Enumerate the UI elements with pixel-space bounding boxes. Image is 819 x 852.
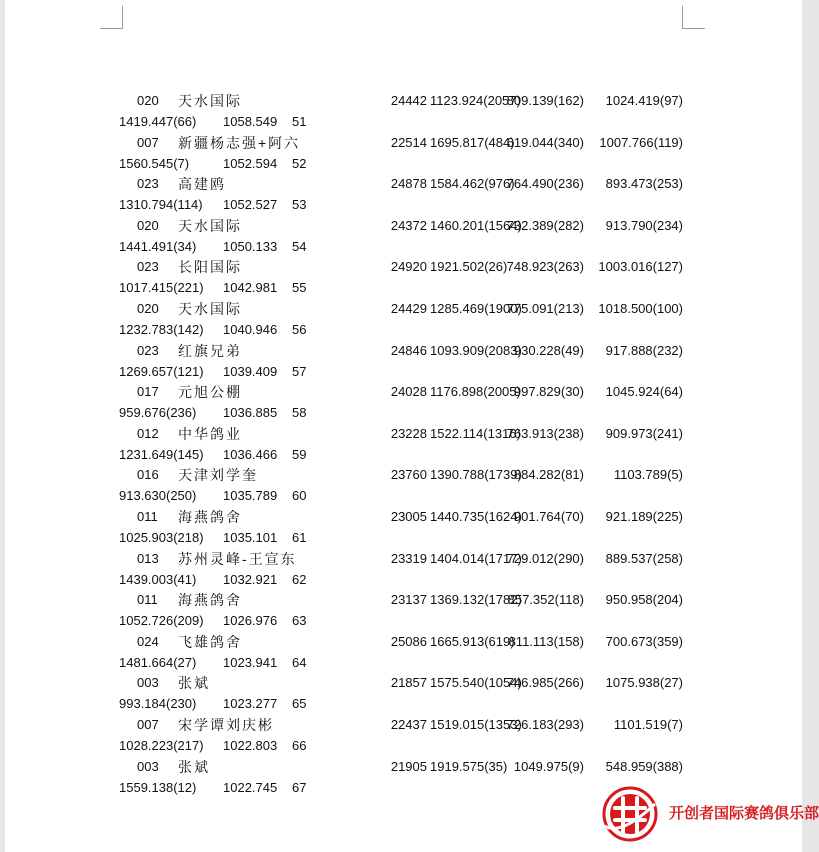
speed-rank-3: 921.189(225) [605, 509, 683, 524]
speed-rank-1: 1919.575(35) [430, 758, 508, 774]
total-score: 1039.409 [223, 363, 278, 379]
crop-mark-top-right [682, 6, 705, 29]
result-record [5, 216, 802, 258]
total-score: 1035.101 [223, 530, 278, 545]
speed-rank-4: 993.184(230) [119, 696, 197, 712]
speed-rank-1: 1695.817(484) [430, 134, 515, 150]
record-line-2 [5, 195, 802, 215]
speed-rank-2: 884.282(81) [513, 467, 584, 483]
speed-rank-3: 913.790(234) [605, 217, 683, 233]
total-score: 1022.745 [223, 779, 278, 795]
final-rank: 66 [292, 738, 307, 753]
final-rank: 67 [292, 779, 307, 795]
final-rank: 52 [292, 155, 307, 171]
speed-rank-4: 1481.664(27) [119, 654, 197, 670]
record-line-2 [5, 112, 802, 132]
loft-name: 海燕鸽舍 [178, 509, 242, 525]
final-rank: 65 [292, 696, 307, 712]
record-line-2 [5, 570, 802, 590]
distance-value: 24878 [390, 176, 427, 192]
speed-rank-4: 1441.491(34) [119, 238, 197, 254]
club-code: 020 [137, 217, 159, 233]
total-score: 1026.976 [223, 613, 278, 629]
speed-rank-2: 764.490(236) [506, 176, 584, 192]
speed-rank-4: 1028.223(217) [119, 738, 204, 753]
speed-rank-4: 1439.003(41) [119, 571, 197, 587]
record-line-1 [5, 133, 802, 153]
club-code: 023 [137, 342, 159, 358]
speed-rank-2: 775.091(213) [506, 301, 584, 316]
final-rank: 63 [292, 613, 307, 629]
speed-rank-2: 726.183(293) [506, 717, 584, 732]
result-record [5, 91, 802, 133]
club-code: 011 [137, 592, 158, 608]
speed-rank-2: 748.923(263) [506, 259, 584, 275]
speed-rank-3: 1103.789(5) [613, 467, 683, 483]
result-record [5, 424, 802, 466]
total-score: 1023.941 [223, 654, 278, 670]
speed-rank-1: 1390.788(1739) [430, 467, 522, 483]
final-rank: 57 [292, 363, 307, 379]
loft-name: 天津刘学奎 [178, 467, 258, 484]
total-score: 1052.594 [223, 155, 278, 171]
speed-rank-1: 1123.924(2057) [430, 93, 521, 108]
club-code: 023 [137, 176, 159, 192]
result-record [5, 299, 802, 341]
speed-rank-1: 1575.540(1054) [430, 675, 522, 691]
final-rank: 56 [292, 322, 307, 337]
record-line-1 [5, 341, 802, 361]
final-rank: 51 [292, 114, 307, 129]
speed-rank-1: 1460.201(1564) [430, 217, 522, 233]
loft-name: 长阳国际 [178, 259, 242, 276]
record-line-2 [5, 154, 802, 174]
speed-rank-1: 1519.015(1353) [430, 717, 522, 732]
speed-rank-3: 1075.938(27) [605, 675, 683, 691]
club-code: 007 [137, 717, 159, 732]
distance-value: 22514 [390, 134, 427, 150]
total-score: 1052.527 [223, 197, 278, 213]
result-record [5, 174, 802, 216]
loft-name: 新疆杨志强+阿六 [178, 134, 301, 151]
distance-value: 21857 [390, 675, 427, 691]
speed-rank-1: 1584.462(976) [430, 176, 515, 192]
club-name: 开创者国际赛鸽俱乐部 [669, 804, 819, 822]
speed-rank-2: 729.012(290) [506, 550, 584, 566]
distance-value: 23005 [390, 509, 427, 524]
loft-name: 元旭公棚 [178, 384, 242, 401]
record-line-1 [5, 507, 802, 527]
speed-rank-3: 917.888(232) [605, 342, 683, 358]
record-line-1 [5, 424, 802, 444]
distance-value: 21905 [390, 758, 427, 774]
total-score: 1040.946 [223, 322, 278, 337]
distance-value: 23228 [390, 425, 427, 441]
distance-value: 23137 [390, 592, 427, 608]
speed-rank-4: 1017.415(221) [119, 280, 204, 296]
record-line-2 [5, 694, 802, 714]
loft-name: 红旗兄弟 [178, 342, 242, 359]
record-line-2 [5, 362, 802, 382]
total-score: 1023.277 [223, 696, 278, 712]
loft-name: 天水国际 [178, 93, 242, 109]
speed-rank-1: 1176.898(2005) [430, 384, 521, 400]
result-record [5, 507, 802, 549]
loft-name: 苏州灵峰-王宣东 [178, 550, 297, 567]
crop-mark-top-left [100, 6, 123, 29]
total-score: 1036.885 [223, 405, 278, 421]
club-code: 017 [137, 384, 159, 400]
distance-value: 24442 [390, 93, 427, 108]
record-line-2 [5, 736, 802, 756]
speed-rank-2: 857.352(118) [507, 592, 584, 608]
speed-rank-1: 1093.909(2083) [430, 342, 522, 358]
record-line-1 [5, 715, 802, 735]
loft-name: 高建鸥 [178, 176, 226, 193]
total-score: 1036.466 [223, 446, 278, 462]
speed-rank-2: 930.228(49) [513, 342, 584, 358]
total-score: 1042.981 [223, 280, 278, 296]
record-line-2 [5, 403, 802, 423]
record-line-1 [5, 549, 802, 569]
result-record [5, 382, 802, 424]
loft-name: 天水国际 [178, 301, 242, 317]
club-code: 020 [137, 93, 159, 108]
loft-name: 宋学谭刘庆彬 [178, 717, 274, 733]
record-line-2 [5, 445, 802, 465]
speed-rank-4: 1269.657(121) [119, 363, 204, 379]
speed-rank-2: 732.389(282) [506, 217, 584, 233]
record-line-1 [5, 757, 802, 777]
speed-rank-3: 889.537(258) [605, 550, 683, 566]
speed-rank-4: 1025.903(218) [119, 530, 204, 545]
distance-value: 22437 [390, 717, 427, 732]
record-line-2 [5, 528, 802, 548]
result-record [5, 257, 802, 299]
result-record [5, 590, 802, 632]
speed-rank-4: 1559.138(12) [119, 779, 197, 795]
total-score: 1058.549 [223, 114, 278, 129]
record-line-1 [5, 465, 802, 485]
speed-rank-2: 619.044(340) [506, 134, 584, 150]
speed-rank-3: 548.959(388) [605, 758, 683, 774]
distance-value: 24372 [390, 217, 427, 233]
record-line-1 [5, 216, 802, 236]
club-code: 007 [137, 134, 159, 150]
club-logo-icon [601, 786, 659, 842]
club-watermark [601, 786, 819, 842]
speed-rank-3: 1003.016(127) [598, 259, 683, 275]
loft-name: 天水国际 [178, 217, 242, 234]
result-record [5, 632, 802, 674]
distance-value: 24429 [390, 301, 427, 316]
speed-rank-2: 997.829(30) [513, 384, 584, 400]
document-page [5, 0, 819, 852]
distance-value: 23760 [390, 467, 427, 483]
result-record [5, 465, 802, 507]
final-rank: 55 [292, 280, 307, 296]
distance-value: 24028 [390, 384, 427, 400]
speed-rank-4: 1560.545(7) [119, 155, 190, 171]
final-rank: 59 [292, 446, 307, 462]
club-code: 016 [137, 467, 159, 483]
speed-rank-3: 1024.419(97) [605, 93, 683, 108]
loft-name: 张斌 [178, 675, 210, 692]
result-record [5, 549, 802, 591]
speed-rank-4: 1419.447(66) [119, 114, 197, 129]
speed-rank-3: 1101.519(7) [613, 717, 683, 732]
total-score: 1032.921 [223, 571, 278, 587]
club-code: 003 [137, 675, 159, 691]
result-record [5, 715, 802, 757]
speed-rank-2: 763.913(238) [506, 425, 584, 441]
total-score: 1022.803 [223, 738, 278, 753]
speed-rank-4: 1052.726(209) [119, 613, 204, 629]
record-line-2 [5, 653, 802, 673]
club-code: 011 [137, 509, 158, 524]
speed-rank-3: 909.973(241) [605, 425, 683, 441]
final-rank: 61 [292, 530, 307, 545]
speed-rank-3: 893.473(253) [605, 176, 683, 192]
speed-rank-2: 811.113(158) [508, 633, 584, 649]
speed-rank-1: 1404.014(1717) [430, 550, 522, 566]
speed-rank-1: 1369.132(1782) [430, 592, 522, 608]
speed-rank-1: 1921.502(26) [430, 259, 508, 275]
record-line-2 [5, 320, 802, 340]
speed-rank-3: 950.958(204) [605, 592, 683, 608]
final-rank: 58 [292, 405, 307, 421]
record-line-1 [5, 91, 802, 111]
speed-rank-4: 1310.794(114) [119, 197, 203, 213]
record-line-1 [5, 299, 802, 319]
record-line-1 [5, 257, 802, 277]
distance-value: 23319 [390, 550, 427, 566]
club-code: 024 [137, 633, 159, 649]
record-line-1 [5, 382, 802, 402]
loft-name: 海燕鸽舍 [178, 592, 242, 609]
club-code: 013 [137, 550, 159, 566]
speed-rank-1: 1440.735(1624) [430, 509, 522, 524]
speed-rank-4: 959.676(236) [119, 405, 197, 421]
speed-rank-2: 1049.975(9) [513, 758, 584, 774]
speed-rank-1: 1665.913(619) [430, 633, 515, 649]
speed-rank-4: 1232.783(142) [119, 322, 204, 337]
final-rank: 62 [292, 571, 307, 587]
record-line-1 [5, 632, 802, 652]
final-rank: 53 [292, 197, 307, 213]
speed-rank-3: 700.673(359) [605, 633, 683, 649]
speed-rank-4: 1231.649(145) [119, 446, 204, 462]
result-record [5, 133, 802, 175]
record-line-2 [5, 237, 802, 257]
club-code: 023 [137, 259, 159, 275]
final-rank: 60 [292, 488, 307, 504]
record-line-2 [5, 611, 802, 631]
speed-rank-1: 1285.469(1900) [430, 301, 522, 316]
total-score: 1035.789 [223, 488, 278, 504]
result-record [5, 673, 802, 715]
club-code: 003 [137, 758, 159, 774]
loft-name: 中华鸽业 [178, 425, 242, 442]
record-line-2 [5, 486, 802, 506]
speed-rank-2: 746.985(266) [506, 675, 584, 691]
club-code: 012 [137, 425, 159, 441]
club-code: 020 [137, 301, 159, 316]
speed-rank-2: 901.764(70) [513, 509, 584, 524]
speed-rank-4: 913.630(250) [119, 488, 197, 504]
distance-value: 24846 [390, 342, 427, 358]
distance-value: 25086 [390, 633, 427, 649]
final-rank: 54 [292, 238, 307, 254]
speed-rank-1: 1522.114(1316) [430, 425, 521, 441]
record-line-1 [5, 673, 802, 693]
record-line-2 [5, 278, 802, 298]
loft-name: 张斌 [178, 758, 210, 775]
final-rank: 64 [292, 654, 307, 670]
distance-value: 24920 [390, 259, 427, 275]
result-record [5, 341, 802, 383]
speed-rank-3: 1045.924(64) [605, 384, 683, 400]
record-line-1 [5, 174, 802, 194]
loft-name: 飞雄鸽舍 [178, 633, 242, 650]
record-line-1 [5, 590, 802, 610]
total-score: 1050.133 [223, 238, 278, 254]
speed-rank-3: 1007.766(119) [599, 134, 683, 150]
speed-rank-3: 1018.500(100) [598, 301, 683, 316]
speed-rank-2: 809.139(162) [506, 93, 584, 108]
